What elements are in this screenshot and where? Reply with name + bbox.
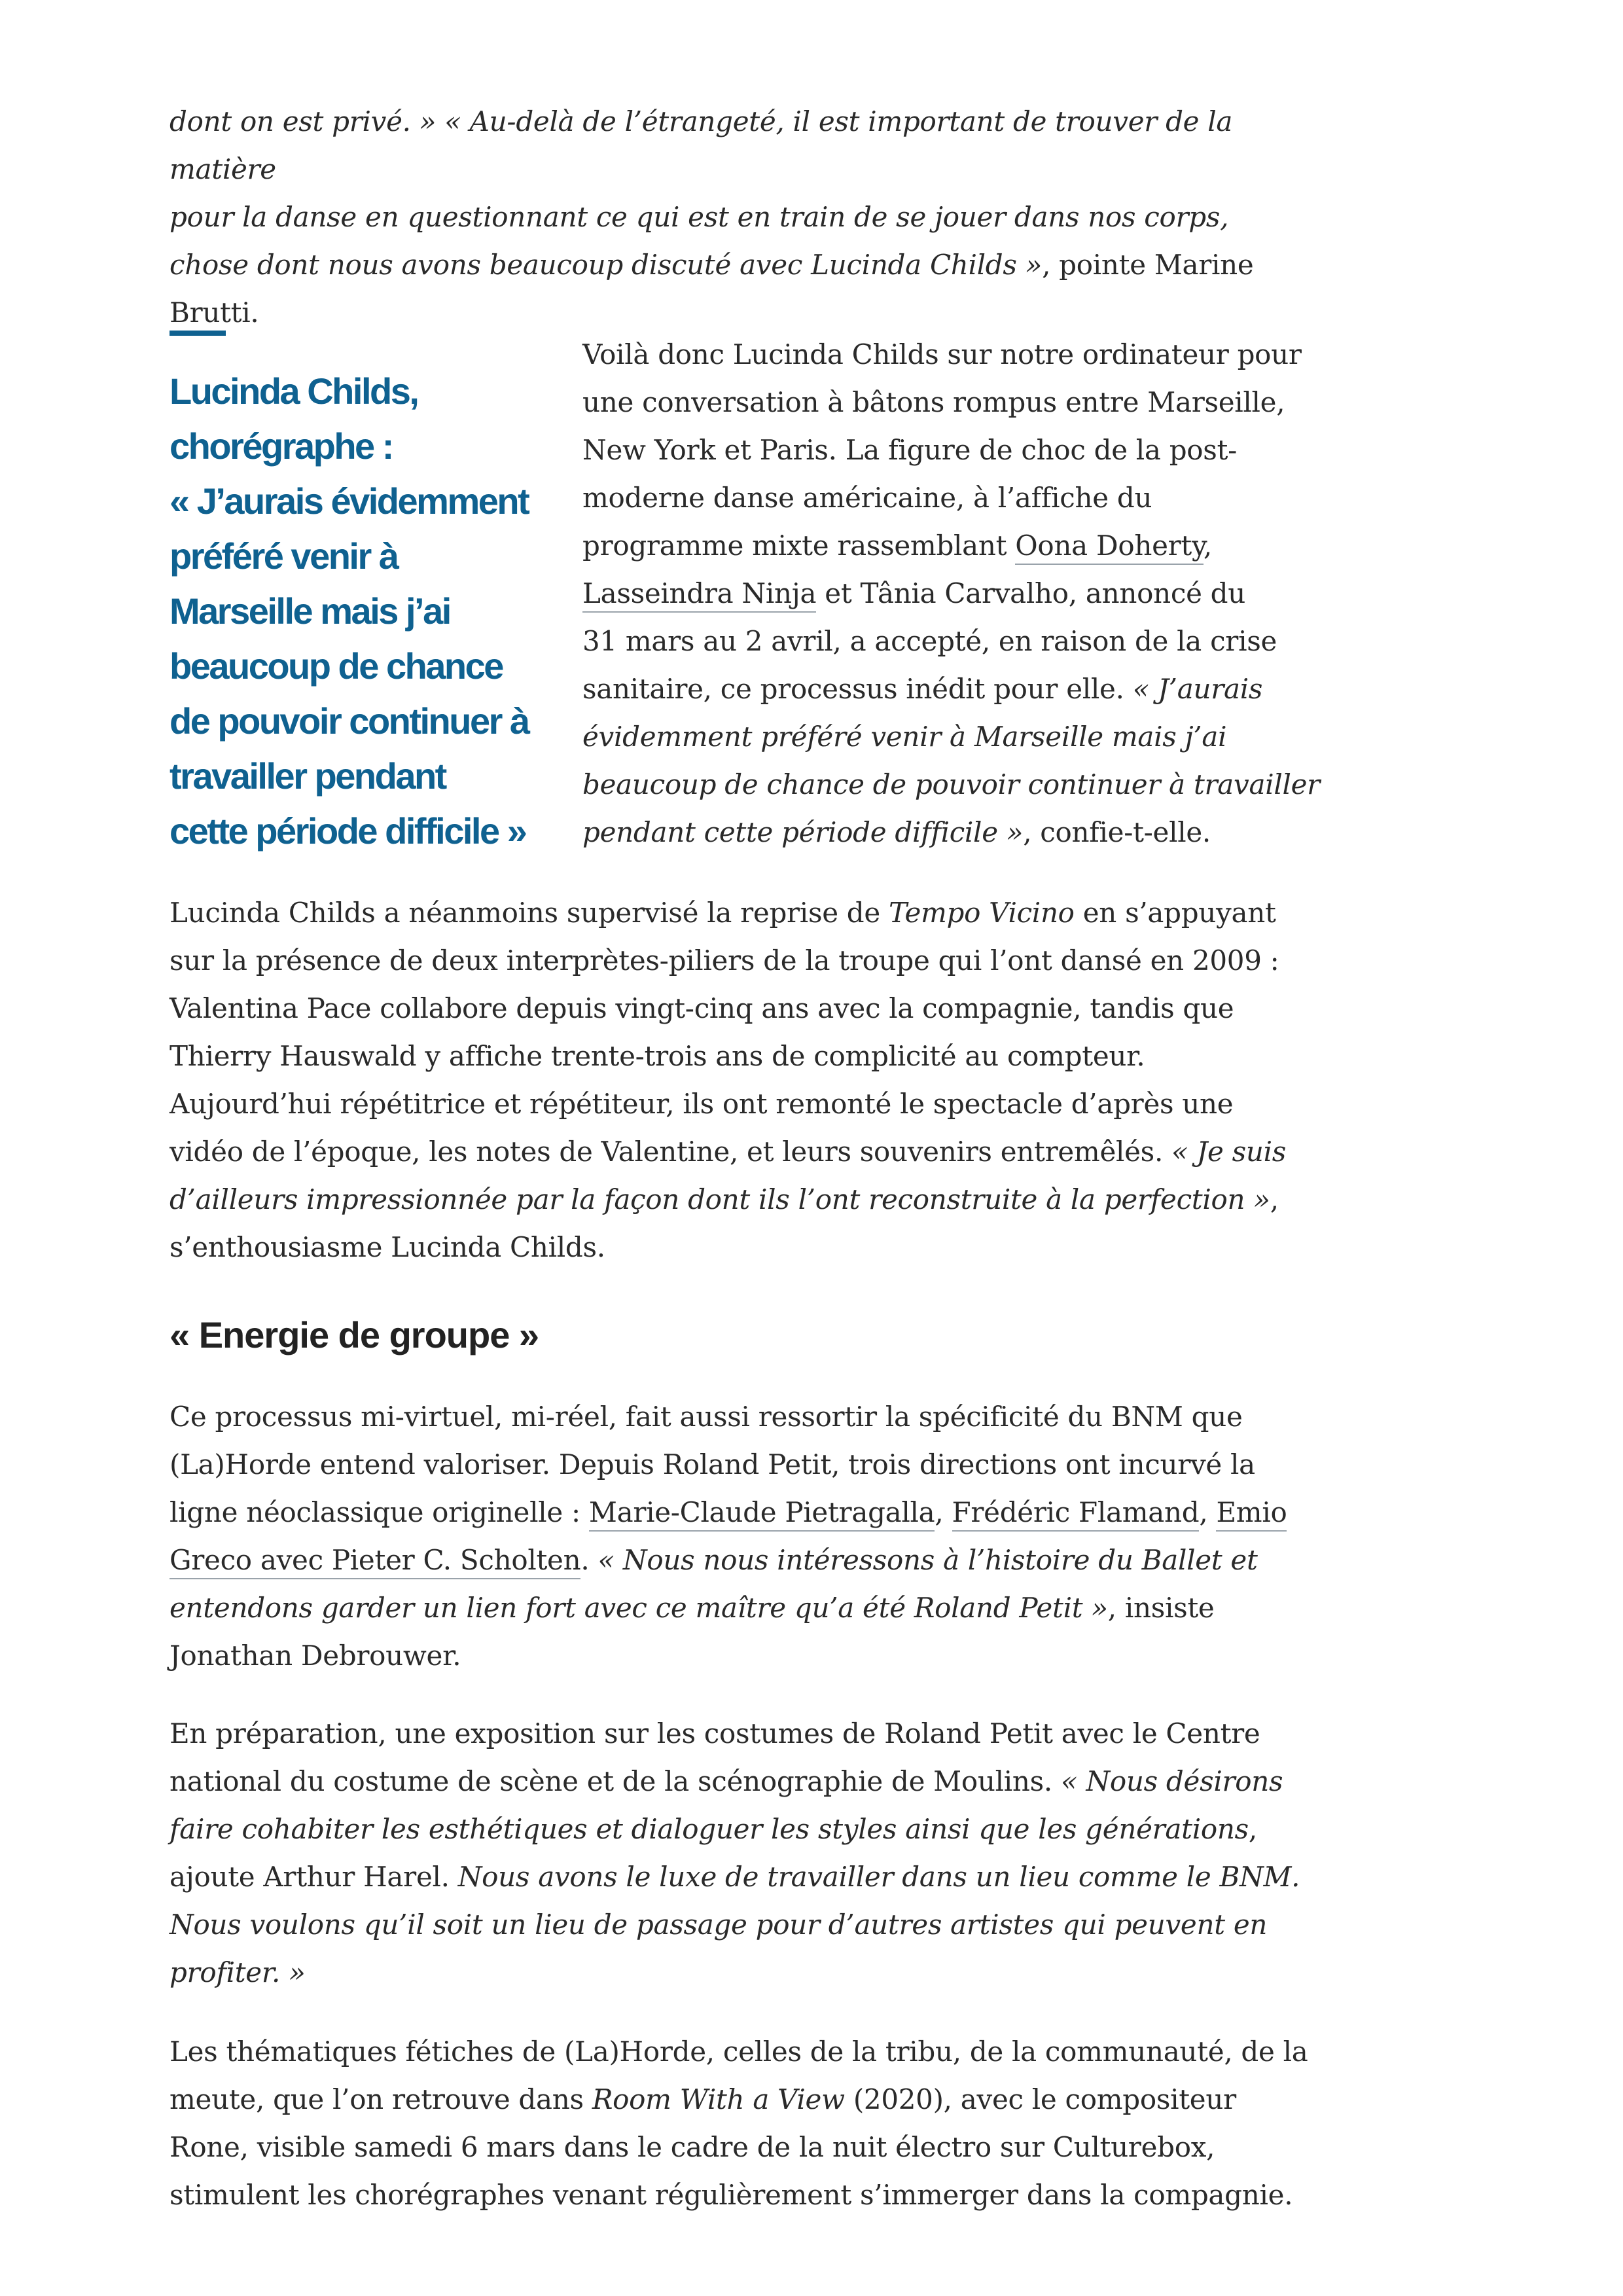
link-lasseindra-ninja[interactable]: Lasseindra Ninja xyxy=(582,577,816,613)
section-heading: « Energie de groupe » xyxy=(169,1314,539,1355)
paragraph-quote-brutti: dont on est privé. » « Au-delà de l’étrangeté, il est important de trouver de la matière pour la danse en questionnant ce qui est en train de se jouer dans nos corps, chose dont nous avons beaucoup discuté avec Lucinda Childs », pointe Marine Brutti. xyxy=(169,105,1254,329)
paragraph-exposition: En préparation, une exposition sur les costumes de Roland Petit avec le Centre national du costume de scène et de la scénographie de Moulins. « Nous désirons faire cohabiter les esthétiques et dialoguer les styles ainsi que les générations, ajoute Arthur Harel. Nous avons le luxe de travailler dans un lieu comme le BNM. Nous voulons qu’il soit un lieu de passage pour d’autres artistes qui peuvent en profiter. » xyxy=(169,1717,1300,1988)
paragraph-lucinda-childs: Voilà donc Lucinda Childs sur notre ordinateur pour une conversation à bâtons rompus entre Marseille, New York et Paris. La figure de choc de la post- moderne danse américaine, à l’affiche du programme mixte rassemblant Oona Doherty, Lasseindra Ninja et Tânia Carvalho, annoncé du 31 mars au 2 avril, a accepté, en raison de la crise sanitaire, ce processus inédit pour elle. « J’aurais évidemment préféré venir à Marseille mais j’ai beaucoup de chance de pouvoir continuer à travailler pendant cette période difficile », confie-t-elle. xyxy=(582,338,1320,848)
link-emio-greco[interactable]: Emio xyxy=(1216,1496,1287,1532)
link-marie-claude-pietragalla[interactable]: Marie-Claude Pietragalla xyxy=(589,1496,935,1532)
paragraph-bnm-directions: Ce processus mi-virtuel, mi-réel, fait aussi ressortir la spécificité du BNM que (La)Horde entend valoriser. Depuis Roland Petit, trois directions ont incurvé la ligne néoclassique originelle : Marie-Claude Pietragalla, Frédéric Flamand, Emio Greco avec Pieter C. Scholten. « Nous nous intéressons à l’histoire du Ballet et entendons garder un lien fort avec ce maître qu’a été Roland Petit », insiste Jonathan Debrouwer. xyxy=(169,1401,1287,1672)
paragraph-tempo-vicino: Lucinda Childs a néanmoins supervisé la reprise de Tempo Vicino en s’appuyant sur la présence de deux interprètes-piliers de la troupe qui l’ont dansé en 2009 : Valentina Pace collabore depuis vingt-cinq ans avec la compagnie, tandis que Thierry Hauswald y affiche trente-trois ans de complicité au compteur. Aujourd’hui répétitrice et répétiteur, ils ont remonté le spectacle d’après une vidéo de l’époque, les notes de Valentine, et leurs souvenirs entremêlés. « Je suis d’ailleurs impressionnée par la façon dont ils l’ont reconstruite à la perfection », s’enthousiasme Lucinda Childs. xyxy=(169,897,1287,1263)
link-emio-greco-continued[interactable]: Greco avec Pieter C. Scholten xyxy=(169,1544,580,1579)
link-oona-doherty[interactable]: Oona Doherty xyxy=(1015,529,1204,565)
pullquote: Lucinda Childs, chorégraphe : « J’aurais évidemment préféré venir à Marseille mais j’ai beaucoup de chance de pouvoir continuer à travailler pendant cette période difficile » xyxy=(169,370,529,852)
paragraph-thematiques: Les thématiques fétiches de (La)Horde, celles de la tribu, de la communauté, de la meute, que l’on retrouve dans Room With a View (2020), avec le compositeur Rone, visible samedi 6 mars dans le cadre de la nuit électro sur Culturebox, stimulent les chorégraphes venant régulièrement s’immerger dans la compagnie. xyxy=(169,2036,1308,2211)
pullquote-rule xyxy=(169,331,226,336)
link-frederic-flamand[interactable]: Frédéric Flamand xyxy=(952,1496,1200,1532)
